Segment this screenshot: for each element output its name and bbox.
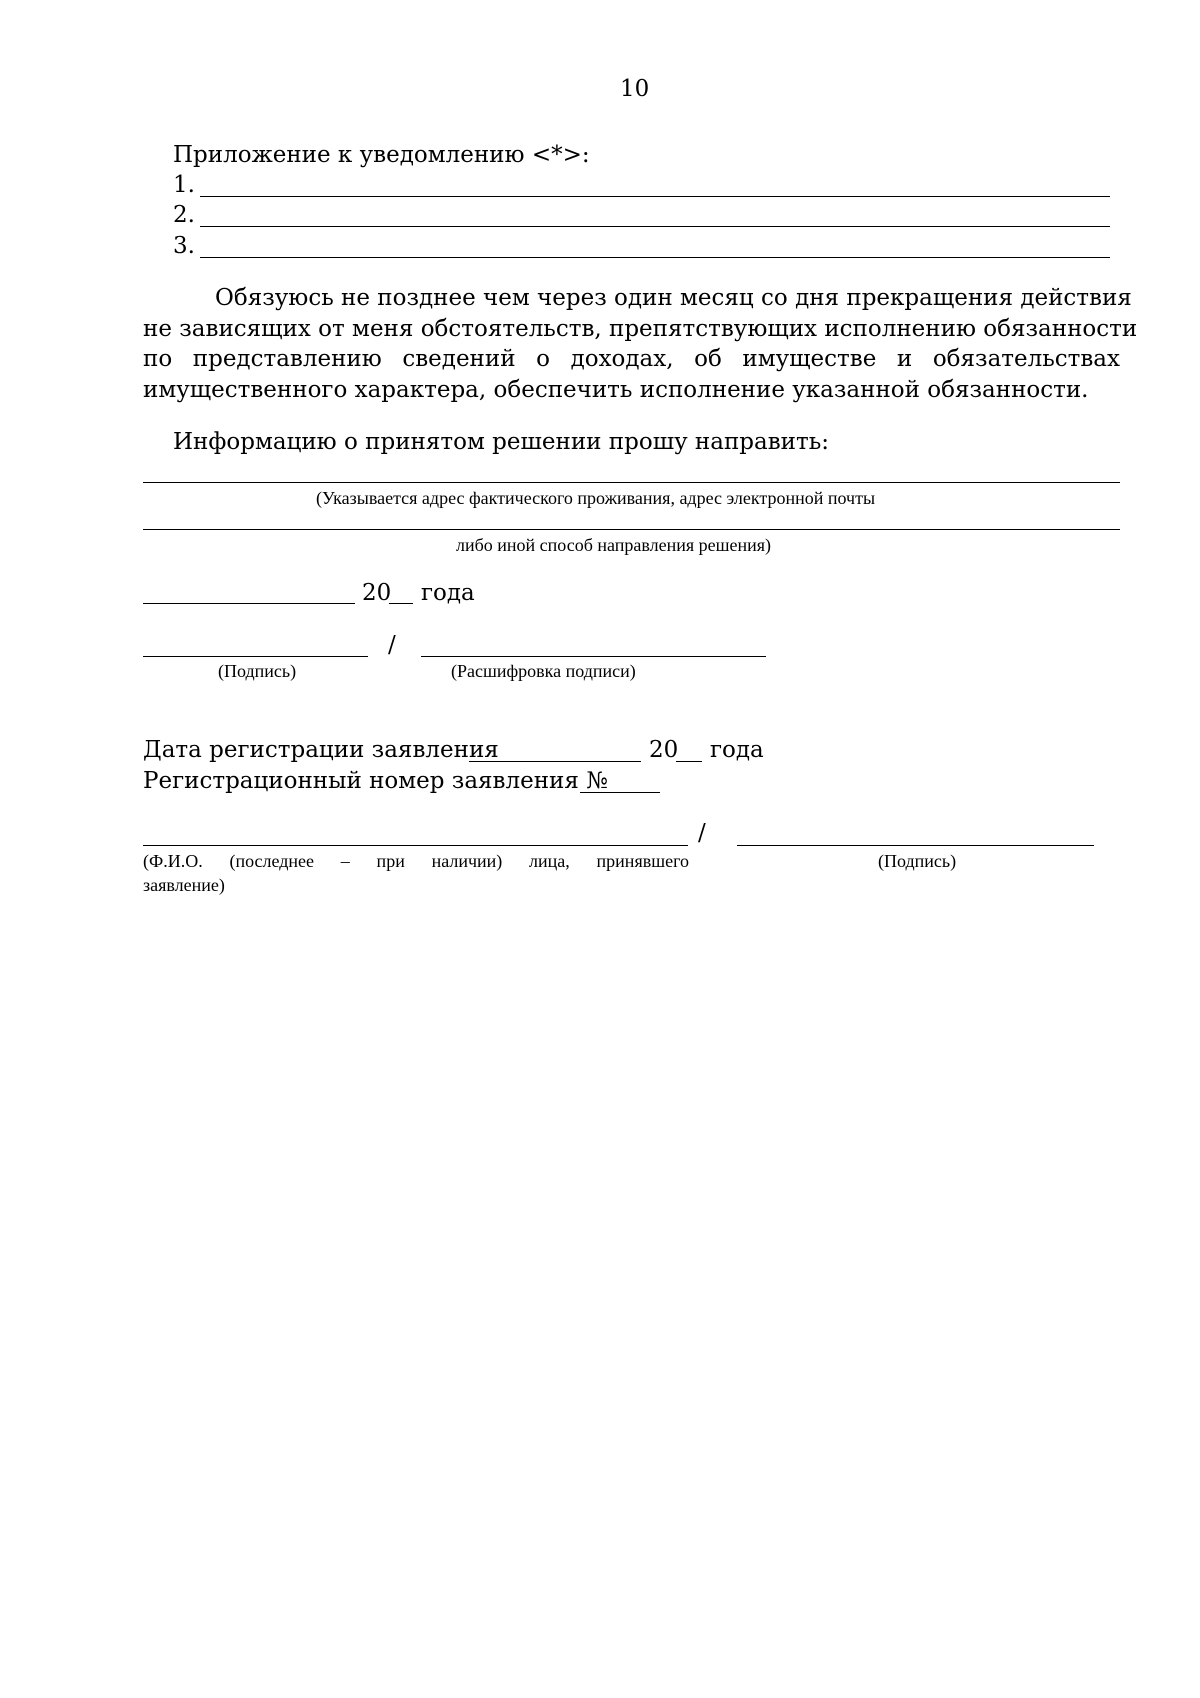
receiver-signature-blank[interactable]	[737, 845, 1094, 846]
attachment-title: Приложение к уведомлению <*>:	[173, 142, 590, 168]
obligation-line-4: имущественного характера, обеспечить исполнение указанной обязанности.	[143, 377, 1089, 403]
page-number: 10	[620, 76, 650, 102]
obligation-line-3: по представлению сведений о доходах, об имуществе и обязательствах	[143, 346, 1120, 372]
obligation-line-2: не зависящих от меня обстоятельств, препятствующих исполнению обязанности	[143, 316, 1138, 342]
receiver-name-blank[interactable]	[143, 845, 688, 846]
registration-date-label: Дата регистрации заявления	[143, 737, 499, 763]
signature-decode-label: (Расшифровка подписи)	[451, 661, 636, 681]
attachment-item-1-number: 1.	[173, 172, 195, 198]
address-hint-2: либо иной способ направления решения)	[456, 535, 772, 555]
signature-label: (Подпись)	[218, 661, 297, 681]
attachment-item-2-line[interactable]	[200, 226, 1110, 227]
registration-year-suffix: года	[710, 737, 764, 763]
date-year-blank[interactable]	[389, 603, 413, 604]
signature-decode-blank[interactable]	[421, 656, 766, 657]
attachment-item-1-line[interactable]	[200, 196, 1110, 197]
date-year-suffix: года	[421, 580, 475, 606]
attachment-item-3-line[interactable]	[200, 257, 1110, 258]
receiver-name-label-line-2: заявление)	[143, 875, 225, 895]
address-line-1[interactable]	[143, 482, 1120, 483]
receiver-signature-label: (Подпись)	[878, 851, 957, 871]
registration-number-blank[interactable]	[580, 792, 660, 793]
address-hint-1: (Указывается адрес фактического проживания, адрес электронной почты	[316, 488, 876, 508]
receiver-name-label-line-1: (Ф.И.О. (последнее – при наличии) лица, принявшего	[143, 851, 689, 871]
registration-year-prefix: 20	[649, 737, 679, 763]
registration-number-label: Регистрационный номер заявления №	[143, 768, 608, 794]
obligation-line-1: Обязуюсь не позднее чем через один месяц со дня прекращения действия	[215, 285, 1132, 311]
attachment-item-2-number: 2.	[173, 202, 195, 228]
info-request-text: Информацию о принятом решении прошу направить:	[173, 429, 830, 455]
signature-separator: /	[388, 632, 396, 658]
signature-blank[interactable]	[143, 656, 368, 657]
date-year-prefix: 20	[362, 580, 392, 606]
attachment-item-3-number: 3.	[173, 233, 195, 259]
receiver-separator: /	[698, 820, 706, 846]
registration-year-blank[interactable]	[676, 761, 702, 762]
date-day-month-blank[interactable]	[143, 603, 355, 604]
address-line-2[interactable]	[143, 529, 1120, 530]
registration-date-blank[interactable]	[469, 761, 641, 762]
